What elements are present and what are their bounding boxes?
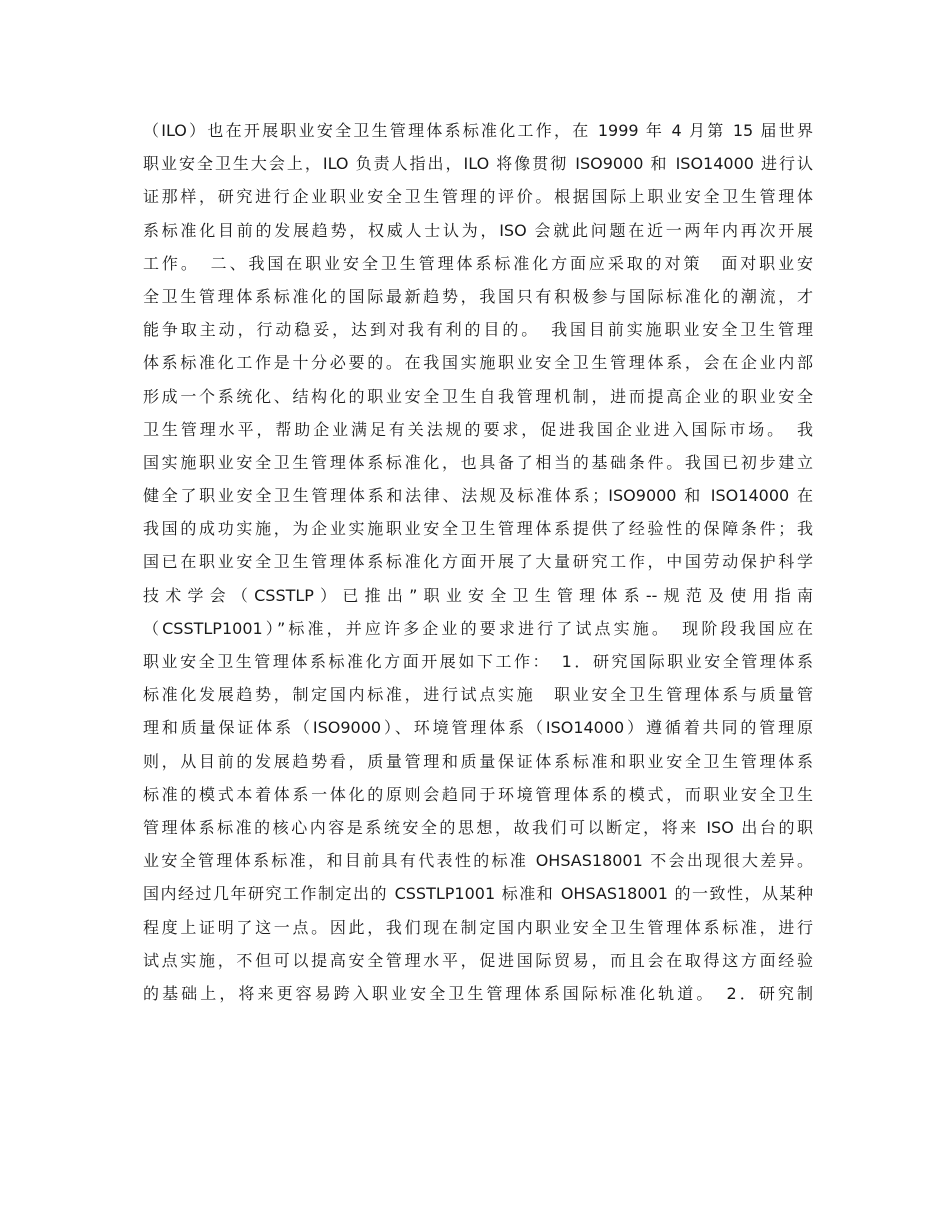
text-line: 程度上证明了这一点。因此，我们现在制定国内职业安全卫生管理体系标准，进行 <box>143 917 813 937</box>
text-line: 能争取主动，行动稳妥，达到对我有利的目的。 我国目前实施职业安全卫生管理 <box>143 320 813 340</box>
text-line: 试点实施，不但可以提高安全管理水平，促进国际贸易，而且会在取得这方面经验 <box>143 950 813 970</box>
text-line: 体系标准化工作是十分必要的。在我国实施职业安全卫生管理体系，会在企业内部 <box>143 353 813 373</box>
text-line: 证那样，研究进行企业职业安全卫生管理的评价。根据国际上职业安全卫生管理体 <box>143 187 813 207</box>
text-line: 全卫生管理体系标准化的国际最新趋势，我国只有积极参与国际标准化的潮流，才 <box>143 286 813 306</box>
text-line: 则，从目前的发展趋势看，质量管理和质量保证体系标准和职业安全卫生管理体系 <box>143 751 813 771</box>
text-line: （ILO）也在开展职业安全卫生管理体系标准化工作，在 1999 年 4 月第 15 届世界 <box>143 121 813 140</box>
text-line: 业安全管理体系标准，和目前具有代表性的标准 OHSAS18001 不会出现很大差异。 <box>143 851 813 871</box>
text-line: 的基础上，将来更容易跨入职业安全卫生管理体系国际标准化轨道。 2．研究制 <box>143 983 813 1003</box>
text-line: 国内经过几年研究工作制定出的 CSSTLP1001 标准和 OHSAS18001 的一致性，从某种 <box>143 884 813 904</box>
body-text <box>143 114 813 1010</box>
text-line: 国实施职业安全卫生管理体系标准化，也具备了相当的基础条件。我国已初步建立 <box>143 452 813 472</box>
text-line: 管理体系标准的核心内容是系统安全的思想，故我们可以断定，将来 ISO 出台的职 <box>143 817 813 837</box>
text-line: 卫生管理水平，帮助企业满足有关法规的要求，促进我国企业进入国际市场。 我 <box>143 419 813 439</box>
text-line: 标准的模式本着体系一体化的原则会趋同于环境管理体系的模式，而职业安全卫生 <box>143 784 813 804</box>
text-line: 职业安全卫生大会上，ILO 负责人指出，ILO 将像贯彻 ISO9000 和 ISO14000 进行认 <box>143 154 813 174</box>
text-line: 系标准化目前的发展趋势，权威人士认为，ISO 会就此问题在近一两年内再次开展 <box>143 220 813 240</box>
text-line: 职业安全卫生管理体系标准化方面开展如下工作： 1．研究国际职业安全管理体系 <box>143 652 813 671</box>
text-line: 健全了职业安全卫生管理体系和法律、法规及标准体系；ISO9000 和 ISO14000 在 <box>143 486 813 506</box>
text-line: 工作。 二、我国在职业安全卫生管理体系标准化方面应采取的对策 面对职业安 <box>143 253 813 273</box>
text-line: 理和质量保证体系（ISO9000）、环境管理体系（ISO14000）遵循着共同的管理原 <box>143 718 813 738</box>
text-line: 标准化发展趋势，制定国内标准，进行试点实施 职业安全卫生管理体系与质量管 <box>143 685 813 705</box>
text-line: 我国的成功实施，为企业实施职业安全卫生管理体系提供了经验性的保障条件；我 <box>143 519 813 539</box>
text-line: 技术学会（CSSTLP）已推出”职业安全卫生管理体系--规范及使用指南 <box>143 585 813 605</box>
text-line: 国已在职业安全卫生管理体系标准化方面开展了大量研究工作，中国劳动保护科学 <box>143 552 813 572</box>
text-line: 形成一个系统化、结构化的职业安全卫生自我管理机制，进而提高企业的职业安全 <box>143 386 813 406</box>
text-line: （CSSTLP1001）”标准，并应许多企业的要求进行了试点实施。 现阶段我国应在 <box>143 618 813 638</box>
